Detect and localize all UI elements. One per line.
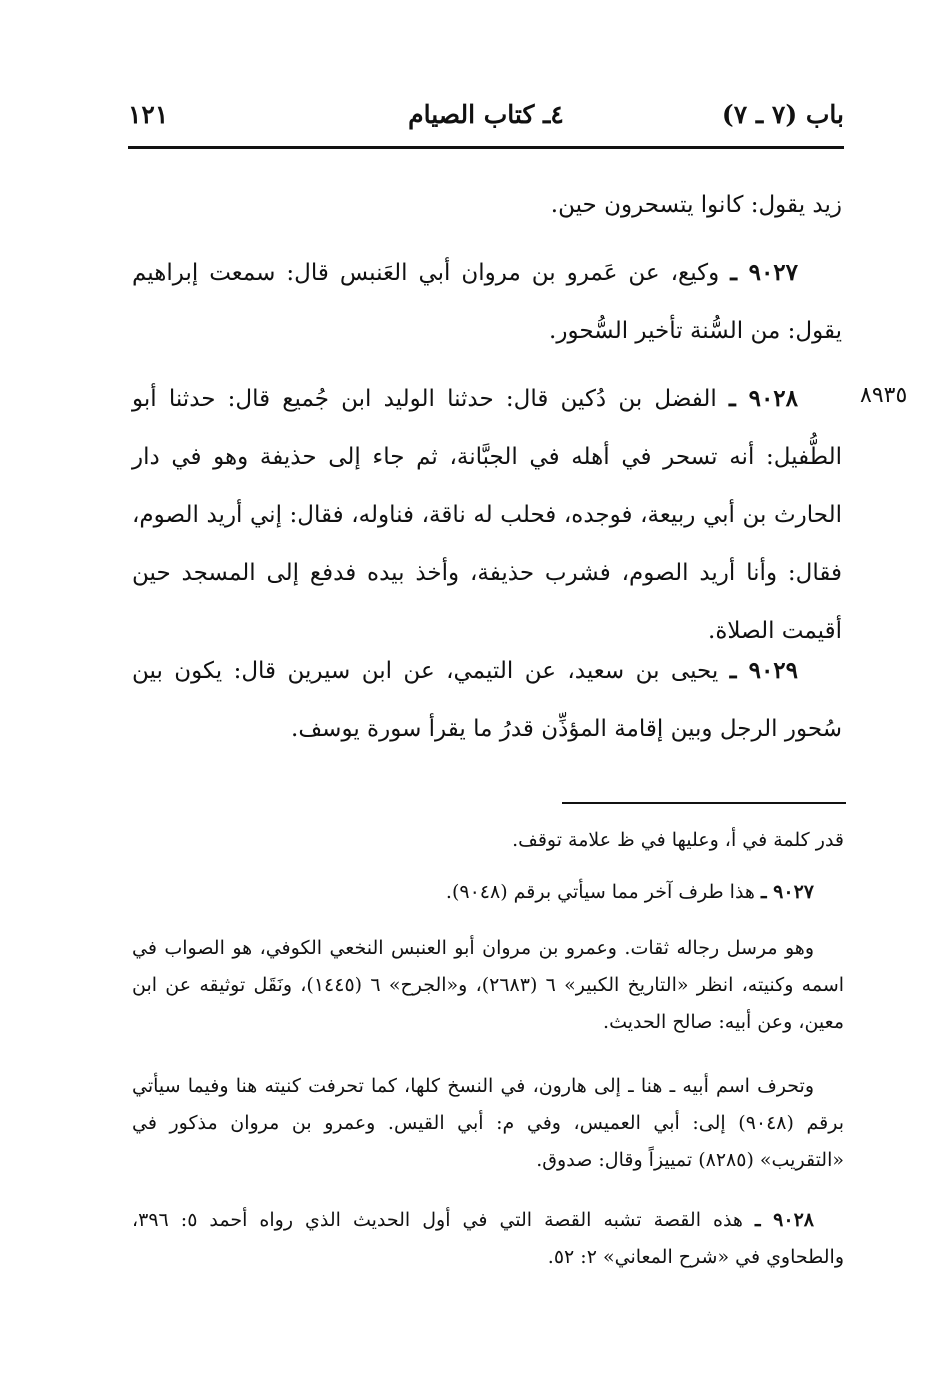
footnote-text: وتحرف اسم أبيه ـ هنا ـ إلى هارون، في النسخ كلها، كما تحرفت كنيته هنا وفيما سيأتي برقم (٩٠٤٨) إلى: أبي العميس، وفي م: أبي القيس. وعمرو بن مروان مذكور في «التقريب» (٨٢٨٥) تمييزاً وقال: صدوق.: [132, 1075, 844, 1171]
footnote-number: ٩٠٢٨ ـ: [755, 1209, 814, 1231]
footnote-9027: [132, 874, 844, 911]
footnote-text: هذه القصة تشبه القصة التي في أول الحديث الذي رواه أحمد ٥: ٣٩٦، والطحاوي في «شرح المعاني» ٢: ٥٢.: [132, 1209, 844, 1268]
footnote: [132, 930, 844, 1041]
page-number: ١٢١: [128, 100, 169, 129]
hadith-number: ٩٠٢٧ ـ: [730, 259, 799, 286]
footnote-text: وهو مرسل رجاله ثقات. وعمرو بن مروان أبو العنبس النخعي الكوفي، هو الصواب في اسمه وكنيته، انظر «التاريخ الكبير» ٦ (٢٦٨٣)، و«الجرح» ٦ (١٤٤٥)، ونَقَل توثيقه عن ابن معين، وعن أبيه: صالح الحديث.: [132, 937, 845, 1033]
footnote-number: ٩٠٢٧ ـ: [760, 881, 814, 903]
hadith-9027: [132, 244, 842, 360]
hadith-9029: [132, 642, 842, 758]
hadith-text: وكيع، عن عَمرو بن مروان أبي العَنبس قال: سمعت إبراهيم يقول: من السُّنة تأخير السُّحور.: [132, 260, 842, 344]
footnote-text: قدر كلمة في أ، وعليها في ظ علامة توقف.: [512, 829, 844, 851]
running-header: [128, 92, 844, 138]
margin-reference-number: ٨٩٣٥: [860, 383, 908, 408]
hadith-number: ٩٠٢٩ ـ: [729, 657, 799, 684]
hadith-number: ٩٠٢٨ ـ: [728, 385, 799, 412]
footnote: [132, 1068, 844, 1179]
body-paragraph: [132, 176, 842, 234]
footnote-separator: [562, 802, 846, 804]
footnote-9028: [132, 1202, 844, 1276]
footnote-text: هذا طرف آخر مما سيأتي برقم (٩٠٤٨).: [445, 881, 755, 903]
hadith-9028: [132, 370, 842, 660]
footnote: [132, 822, 844, 859]
book-title: ٤ـ كتاب الصيام: [408, 100, 564, 129]
paragraph-text: زيد يقول: كانوا يتسحرون حين.: [550, 192, 842, 218]
hadith-text: يحيى بن سعيد، عن التيمي، عن ابن سيرين قال: يكون بين سُحور الرجل وبين إقامة المؤذِّن قدرُ ما يقرأ سورة يوسف.: [132, 658, 842, 742]
hadith-text: الفضل بن دُكين قال: حدثنا الوليد ابن جُميع قال: حدثنا أبو الطُّفيل: أنه تسحر في أهله في الجبَّانة، ثم جاء إلى حذيفة وهو في دار الحارث بن أبي ربيعة، فوجده، فحلب له ناقة، فناوله، فقال: إني أريد الصوم، فقال: وأنا أريد الصوم، فشرب حذيفة، وأخذ بيده فدفع إلى المسجد حين أقيمت الصلاة.: [132, 386, 842, 644]
header-rule: [128, 146, 844, 149]
chapter-reference: باب (٧ ـ ٧): [721, 100, 844, 129]
